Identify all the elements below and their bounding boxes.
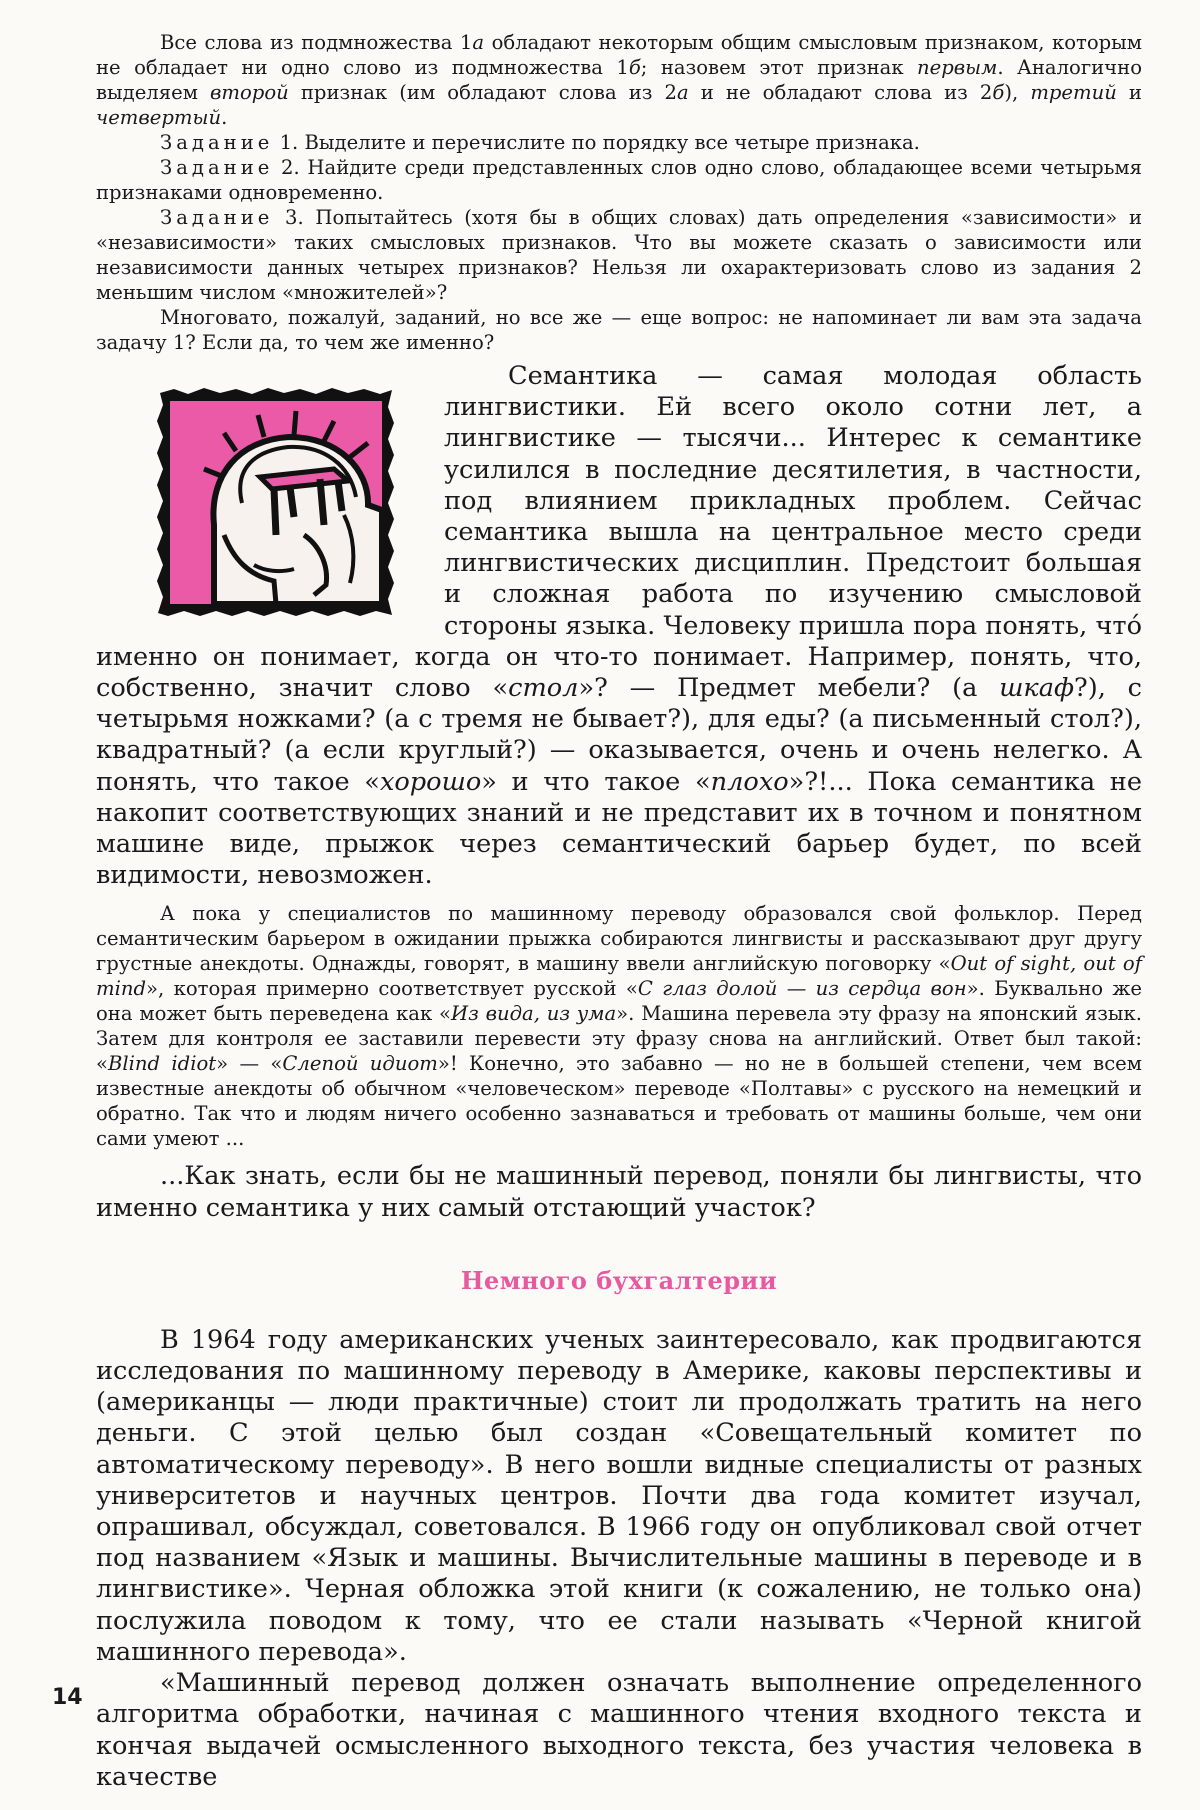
page-number: 14 <box>52 1685 83 1710</box>
text-run: . Аналогично выделяем <box>96 56 1142 104</box>
afterword-block <box>96 1161 1142 1223</box>
italic-term: Слепой идиот <box>282 1052 438 1076</box>
task-1 <box>96 130 1142 155</box>
text-run: обладают некоторым общим смысловым признаком, которым не обладает ни одно слово из подмножества 1 <box>96 31 1143 79</box>
text-run: ; назовем этот признак <box>640 56 917 79</box>
italic-term: шкаф <box>999 673 1075 704</box>
text-run: »?!... Пока семантика не накопит соответствующих знаний и не представит их в точном и понятном машине виде, прыжок через семантический барьер будет, по всей видимости, невозможен. <box>96 766 1142 891</box>
semantics-section <box>96 361 1142 891</box>
text-run: » и что такое « <box>481 766 711 797</box>
folklore-block <box>96 901 1142 1151</box>
italic-term: четвертый <box>96 106 222 129</box>
accounting-paragraph-1: В 1964 году американских ученых заинтересовало, как продвигаются исследования по машинному переводу в Америке, каковы перспективы и (американцы — люди практичные) стоит ли продолжать тратить на него деньги. С этой целью был создан «Совещательный комитет по автоматическому переводу». В него вошли видные специалисты от разных университетов и научных центров. Почти два года комитет изучал, опрашивал, обсуждал, советовался. В 1966 году он опубликовал свой отчет под названием «Язык и машины. Вычислительные машины в переводе и в лингвистике». Черная обложка этой книги (к сожалению, не только она) послужила поводом к тому, что ее стали называть «Черной книгой машинного перевода». <box>96 1324 1142 1667</box>
italic-term: стол <box>508 673 579 704</box>
intro-block <box>96 30 1142 355</box>
text-run: ), <box>1004 81 1031 104</box>
task-3-text: 3. Попытайтесь (хотя бы в общих словах) дать определения «зависимости» и «независимости» таких смысловых признаков. Что вы можете сказать о зависимости или независимости данных четырех признаков? Нельзя ли охарактеризовать слово из задания 2 меньшим числом «множителей»? <box>96 206 1142 304</box>
text-run: А пока у специалистов по машинному переводу образовался свой фольклор. Перед семантическим барьером в ожидании прыжка собираются лингвисты и рассказывают друг другу грустные анекдоты. Однажды, говорят, в машину ввели английскую поговорку « <box>96 902 1142 976</box>
section-title: Немного бухгалтерии <box>460 1265 778 1295</box>
italic-term: а <box>677 81 689 104</box>
text-run: признак (им обладают слова из 2 <box>288 81 678 104</box>
text-run: Семантика — самая молодая область лингвистики. Ей всего около сотни лет, а лингвистике — тысячи... Интерес к семантике усилился в последние десятилетия, в частности, под влиянием прикладных проблем. Сейчас семантика вышла на центральное место среди лингвистических дисциплин. Предстоит большая и сложная работа по изучению смысловой стороны языка. Человеку пришла пора понять, что́ именно он понимает, когда он что-то понимает. Например, понять, что, собственно, значит слово « <box>96 361 1142 704</box>
italic-term: С глаз долой — из сердца вон <box>637 977 967 1001</box>
italic-term: Blind idiot <box>108 1052 217 1076</box>
text-run: . <box>221 106 228 129</box>
text-run: ?), с четырьмя ножками? (а с тремя не бывает?), для еды? (а письменный стол?), квадратный? (а если круглый?) — оказывается, очень и очень нелегко. А понять, что такое « <box>96 673 1142 797</box>
task-2-label: Задание <box>160 156 274 179</box>
italic-term: второй <box>210 81 289 104</box>
folklore-paragraph <box>96 901 1142 1151</box>
text-run: »? — Предмет мебели? (а <box>578 673 1000 704</box>
task-1-label: Задание <box>160 131 274 154</box>
italic-term: б <box>992 81 1005 104</box>
italic-term: плохо <box>710 766 789 797</box>
text-run: Все слова из подмножества 1 <box>160 31 473 54</box>
italic-term: третий <box>1030 81 1117 104</box>
text-run: » — « <box>216 1052 283 1076</box>
text-run: и <box>1116 81 1142 104</box>
italic-term: а <box>472 31 485 54</box>
accounting-section <box>96 1325 1142 1793</box>
task-2-text: 2. Найдите среди представленных слов одно слово, обладающее всеми четырьмя признаками одновременно. <box>96 156 1142 204</box>
italic-term: б <box>628 56 641 79</box>
page <box>96 30 1142 1793</box>
text-run: »! Конечно, это забавно — но не в большей степени, чем всем известные анекдоты об обычном «человеческом» переводе «Полтавы» с русского на немецкий и обратно. Так что и людям ничего особенно зазнаваться и требовать от машины больше, чем они сами умеют ... <box>96 1052 1142 1151</box>
task-3 <box>96 205 1142 305</box>
text-run: ». Машина перевела эту фразу на японский язык. Затем для контроля ее заставили перевести эту фразу снова на английский. Ответ был такой: « <box>96 1002 1142 1076</box>
intro-closing: Многовато, пожалуй, заданий, но все же — еще вопрос: не напоминает ли вам эта задача задачу 1? Если да, то чем же именно? <box>96 306 1142 354</box>
head-table-illustration <box>154 385 398 620</box>
afterword-paragraph: ...Как знать, если бы не машинный перевод, поняли бы лингвисты, что именно семантика у них самый отстающий участок? <box>96 1161 1142 1223</box>
text-run: и не обладают слова из 2 <box>688 81 993 104</box>
task-3-label: Задание <box>160 206 274 229</box>
italic-term: Out of sight, out of mind <box>96 952 1142 1001</box>
intro-paragraph <box>96 30 1142 130</box>
italic-term: хорошо <box>379 766 482 797</box>
accounting-paragraph-2: «Машинный перевод должен означать выполнение определенного алгоритма обработки, начиная с машинного чтения входного текста и кончая выдачей осмысленного выходного текста, без участия человека в качестве <box>96 1668 1142 1792</box>
text-run: ». Буквально же она может быть переведена как « <box>96 977 1143 1026</box>
task-2 <box>96 155 1142 205</box>
text-run: », которая примерно соответствует русской « <box>146 977 638 1001</box>
task-1-text: 1. Выделите и перечислите по порядку все четыре признака. <box>273 131 920 154</box>
italic-term: первым <box>917 56 998 79</box>
italic-term: Из вида, из ума <box>451 1002 617 1026</box>
